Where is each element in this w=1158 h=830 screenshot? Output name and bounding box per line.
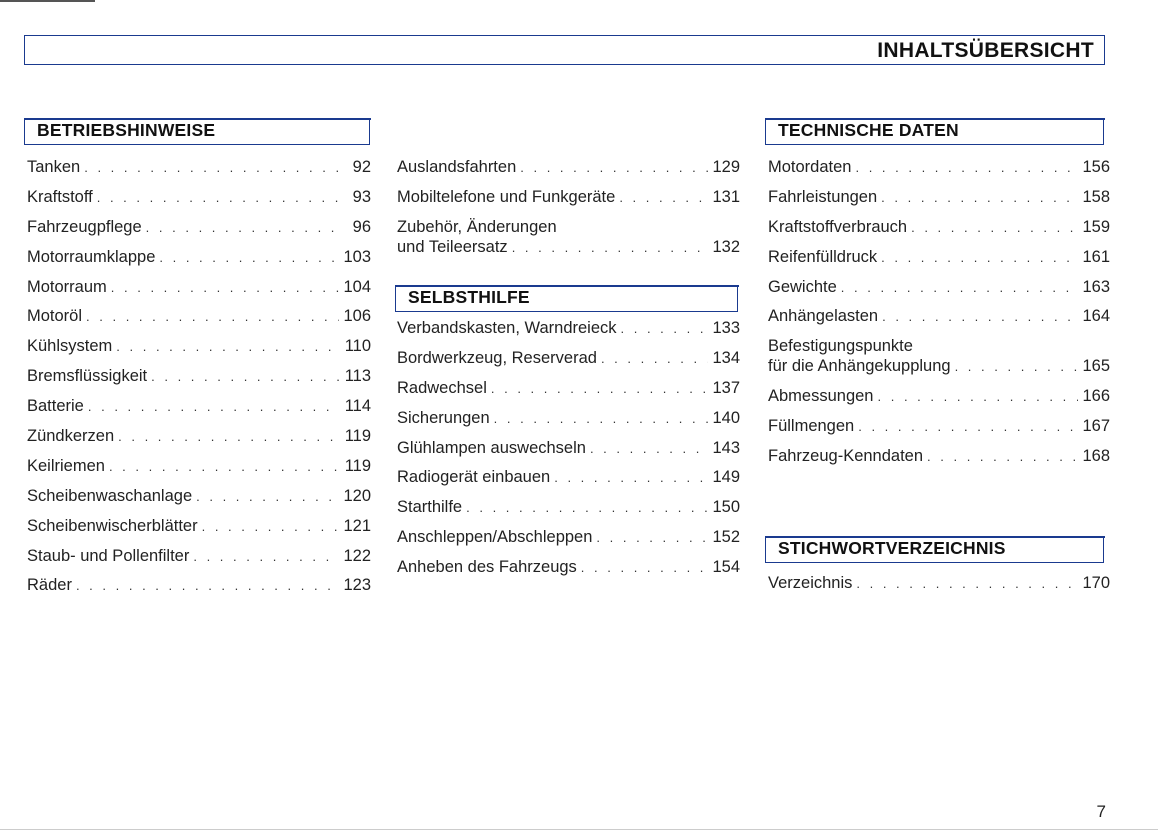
toc-entry-page: 159: [1082, 217, 1110, 236]
toc-entry-page: 113: [344, 367, 371, 386]
toc-entry-label-line2: für die Anhängekupplung: [768, 357, 951, 376]
toc-list-general: [397, 158, 740, 268]
leader-dots: [193, 547, 339, 566]
toc-entry[interactable]: [27, 188, 371, 218]
toc-entry[interactable]: [27, 457, 371, 487]
toc-entry-label: Füllmengen: [768, 417, 855, 436]
toc-entry-label: Anheben des Fahrzeugs: [397, 558, 577, 577]
leader-dots: [619, 188, 708, 207]
leader-dots: [855, 158, 1078, 177]
toc-entry[interactable]: [768, 248, 1110, 278]
toc-entry[interactable]: [768, 158, 1110, 188]
section-heading-stichwortverzeichnis: STICHWORTVERZEICHNIS: [765, 536, 1104, 563]
leader-dots: [111, 278, 339, 297]
toc-entry-page: 163: [1082, 277, 1110, 296]
leader-dots: [554, 468, 708, 487]
toc-list-selbsthilfe: [397, 319, 740, 588]
toc-entry-label: Motorraumklappe: [27, 247, 156, 266]
leader-dots: [858, 417, 1078, 436]
toc-entry[interactable]: [768, 337, 1110, 377]
leader-dots: [881, 248, 1078, 267]
toc-entry-label: Motordaten: [768, 158, 852, 176]
toc-entry-label: Abmessungen: [768, 387, 874, 406]
toc-entry-label: Gewichte: [768, 277, 837, 296]
toc-entry-page: 132: [712, 237, 740, 256]
toc-entry-page: 158: [1082, 187, 1110, 206]
toc-entry-page: 156: [1082, 158, 1110, 176]
toc-entry-label: Mobiltelefone und Funkgeräte: [397, 187, 616, 206]
toc-entry[interactable]: [768, 447, 1110, 477]
toc-entry-label: Keilriemen: [27, 456, 105, 475]
toc-entry-page: 164: [1082, 307, 1110, 326]
toc-entry-page: 166: [1082, 387, 1110, 406]
toc-entry-label: Tanken: [27, 158, 81, 176]
toc-entry[interactable]: [397, 158, 740, 188]
toc-entry-label: Kühlsystem: [27, 337, 113, 356]
toc-entry[interactable]: [397, 218, 740, 258]
toc-entry-page: 154: [712, 558, 740, 577]
toc-entry[interactable]: [768, 218, 1110, 248]
page-title: INHALTSÜBERSICHT: [877, 39, 1094, 62]
page-number: 7: [1096, 802, 1106, 821]
leader-dots: [882, 307, 1078, 326]
toc-entry-label: Sicherungen: [397, 408, 490, 427]
toc-entry-page: 129: [712, 158, 740, 176]
toc-entry[interactable]: [27, 547, 371, 577]
leader-dots: [881, 188, 1078, 207]
toc-entry[interactable]: [27, 278, 371, 308]
toc-entry[interactable]: [27, 576, 371, 606]
toc-entry[interactable]: [397, 528, 740, 558]
toc-entry-label-line1: Zubehör, Änderungen: [397, 217, 557, 236]
leader-dots: [911, 218, 1078, 237]
toc-entry-page: 150: [712, 498, 740, 517]
toc-entry-page: 168: [1082, 447, 1110, 466]
toc-entry-page: 114: [344, 397, 371, 416]
toc-entry-page: 122: [343, 546, 371, 565]
toc-entry[interactable]: [397, 319, 740, 349]
toc-entry-page: 149: [712, 468, 740, 487]
toc-entry-label: Anschleppen/Abschleppen: [397, 528, 593, 547]
toc-entry[interactable]: [27, 397, 371, 427]
toc-entry-label: Batterie: [27, 397, 84, 416]
toc-entry-label: Motorraum: [27, 277, 107, 296]
toc-entry-page: 121: [343, 516, 371, 535]
toc-entry-page: 137: [712, 378, 740, 397]
toc-entry[interactable]: [768, 307, 1110, 337]
toc-entry-page: 106: [343, 307, 371, 326]
toc-entry-page: 93: [352, 187, 371, 206]
toc-entry-label: Fahrleistungen: [768, 187, 878, 206]
toc-list-stichwortverzeichnis: [768, 574, 1110, 604]
leader-dots: [151, 367, 339, 386]
toc-entry-page: 123: [343, 576, 371, 595]
toc-entry-label: Scheibenwischerblätter: [27, 516, 198, 535]
toc-entry-page: 120: [343, 486, 371, 505]
toc-entry-page: 104: [343, 277, 371, 296]
toc-entry-page: 119: [344, 456, 371, 475]
toc-entry-label: Zündkerzen: [27, 427, 115, 446]
leader-dots: [86, 307, 339, 326]
toc-entry[interactable]: [27, 158, 371, 188]
header-bar: [24, 35, 1105, 65]
toc-entry[interactable]: [397, 349, 740, 379]
toc-entry-label: Kraftstoff: [27, 187, 93, 206]
leader-dots: [88, 397, 339, 416]
toc-entry-page: 92: [352, 158, 371, 176]
toc-entry[interactable]: [27, 487, 371, 517]
toc-entry-label: Scheibenwaschanlage: [27, 486, 193, 505]
toc-entry-label: Fahrzeug-Kenndaten: [768, 447, 924, 466]
toc-entry[interactable]: [768, 188, 1110, 218]
toc-entry-page: 167: [1082, 417, 1110, 436]
leader-dots: [601, 349, 708, 368]
leader-dots: [466, 498, 708, 517]
section-heading-technische-daten: TECHNISCHE DATEN: [765, 118, 1104, 145]
toc-entry-page: 134: [712, 348, 740, 367]
leader-dots: [621, 319, 708, 338]
leader-dots: [581, 558, 708, 577]
toc-entry[interactable]: [768, 278, 1110, 308]
toc-entry[interactable]: [27, 248, 371, 278]
leader-dots: [146, 218, 339, 237]
toc-entry-page: 133: [712, 319, 740, 337]
toc-entry-label: Verzeichnis: [768, 574, 853, 592]
leader-dots: [196, 487, 339, 506]
toc-entry-label-line1: Befestigungspunkte: [768, 337, 913, 356]
top-edge-line: [0, 0, 95, 2]
toc-entry-label: Verbandskasten, Warndreieck: [397, 319, 617, 337]
toc-entry-label: Radwechsel: [397, 378, 487, 397]
toc-entry[interactable]: [27, 307, 371, 337]
toc-entry-page: 140: [712, 408, 740, 427]
toc-entry-page: 96: [352, 217, 371, 236]
toc-entry-label: Anhängelasten: [768, 307, 879, 326]
leader-dots: [841, 278, 1078, 297]
toc-entry-page: 165: [1082, 357, 1110, 376]
section-heading-selbsthilfe: SELBSTHILFE: [395, 285, 738, 312]
toc-entry[interactable]: [27, 337, 371, 367]
leader-dots: [494, 409, 708, 428]
toc-entry-label: Starthilfe: [397, 498, 463, 517]
leader-dots: [927, 447, 1078, 466]
toc-entry[interactable]: [397, 558, 740, 588]
toc-entry-label: Kraftstoffverbrauch: [768, 217, 908, 236]
leader-dots: [116, 337, 339, 356]
toc-entry-page: 143: [712, 438, 740, 457]
leader-dots: [856, 574, 1078, 593]
toc-entry-label: Fahrzeugpflege: [27, 217, 142, 236]
leader-dots: [84, 158, 339, 177]
toc-entry[interactable]: [768, 387, 1110, 417]
leader-dots: [590, 439, 708, 458]
toc-entry-label-line2: und Teileersatz: [397, 237, 508, 256]
toc-entry-page: 161: [1082, 247, 1110, 266]
leader-dots: [878, 387, 1079, 406]
section-heading-betriebshinweise: BETRIEBSHINWEISE: [24, 118, 370, 145]
toc-entry-label: Glühlampen auswechseln: [397, 438, 586, 457]
toc-entry[interactable]: [768, 417, 1110, 447]
toc-list-betriebshinweise: [27, 158, 371, 606]
leader-dots: [97, 188, 339, 207]
leader-dots: [512, 237, 708, 258]
toc-entry-page: 131: [712, 187, 740, 206]
toc-entry-label: Bordwerkzeug, Reserverad: [397, 348, 597, 367]
leader-dots: [202, 517, 339, 536]
toc-entry-page: 103: [343, 247, 371, 266]
toc-entry-page: 110: [344, 337, 371, 356]
toc-list-technische-daten: [768, 158, 1110, 477]
toc-entry[interactable]: [768, 574, 1110, 604]
toc-entry[interactable]: [27, 367, 371, 397]
toc-entry-label: Radiogerät einbauen: [397, 468, 551, 487]
toc-entry-page: 170: [1082, 574, 1110, 592]
leader-dots: [118, 427, 339, 446]
leader-dots: [76, 576, 339, 595]
leader-dots: [491, 379, 708, 398]
toc-entry[interactable]: [397, 498, 740, 528]
toc-entry[interactable]: [27, 427, 371, 457]
toc-entry[interactable]: [27, 218, 371, 248]
leader-dots: [955, 356, 1078, 377]
toc-entry[interactable]: [397, 468, 740, 498]
toc-entry-page: 119: [344, 427, 371, 446]
toc-entry-label: Motoröl: [27, 307, 83, 326]
leader-dots: [159, 248, 339, 267]
toc-entry[interactable]: [397, 439, 740, 469]
toc-entry[interactable]: [27, 517, 371, 547]
leader-dots: [520, 158, 708, 177]
toc-entry[interactable]: [397, 379, 740, 409]
leader-dots: [109, 457, 339, 476]
toc-entry-label: Reifenfülldruck: [768, 247, 878, 266]
toc-entry-label: Staub- und Pollenfilter: [27, 546, 190, 565]
leader-dots: [596, 528, 708, 547]
toc-entry[interactable]: [397, 188, 740, 218]
toc-entry-label: Bremsflüssigkeit: [27, 367, 148, 386]
toc-entry-label: Auslandsfahrten: [397, 158, 517, 176]
toc-entry-label: Räder: [27, 576, 72, 595]
toc-entry[interactable]: [397, 409, 740, 439]
toc-entry-page: 152: [712, 528, 740, 547]
